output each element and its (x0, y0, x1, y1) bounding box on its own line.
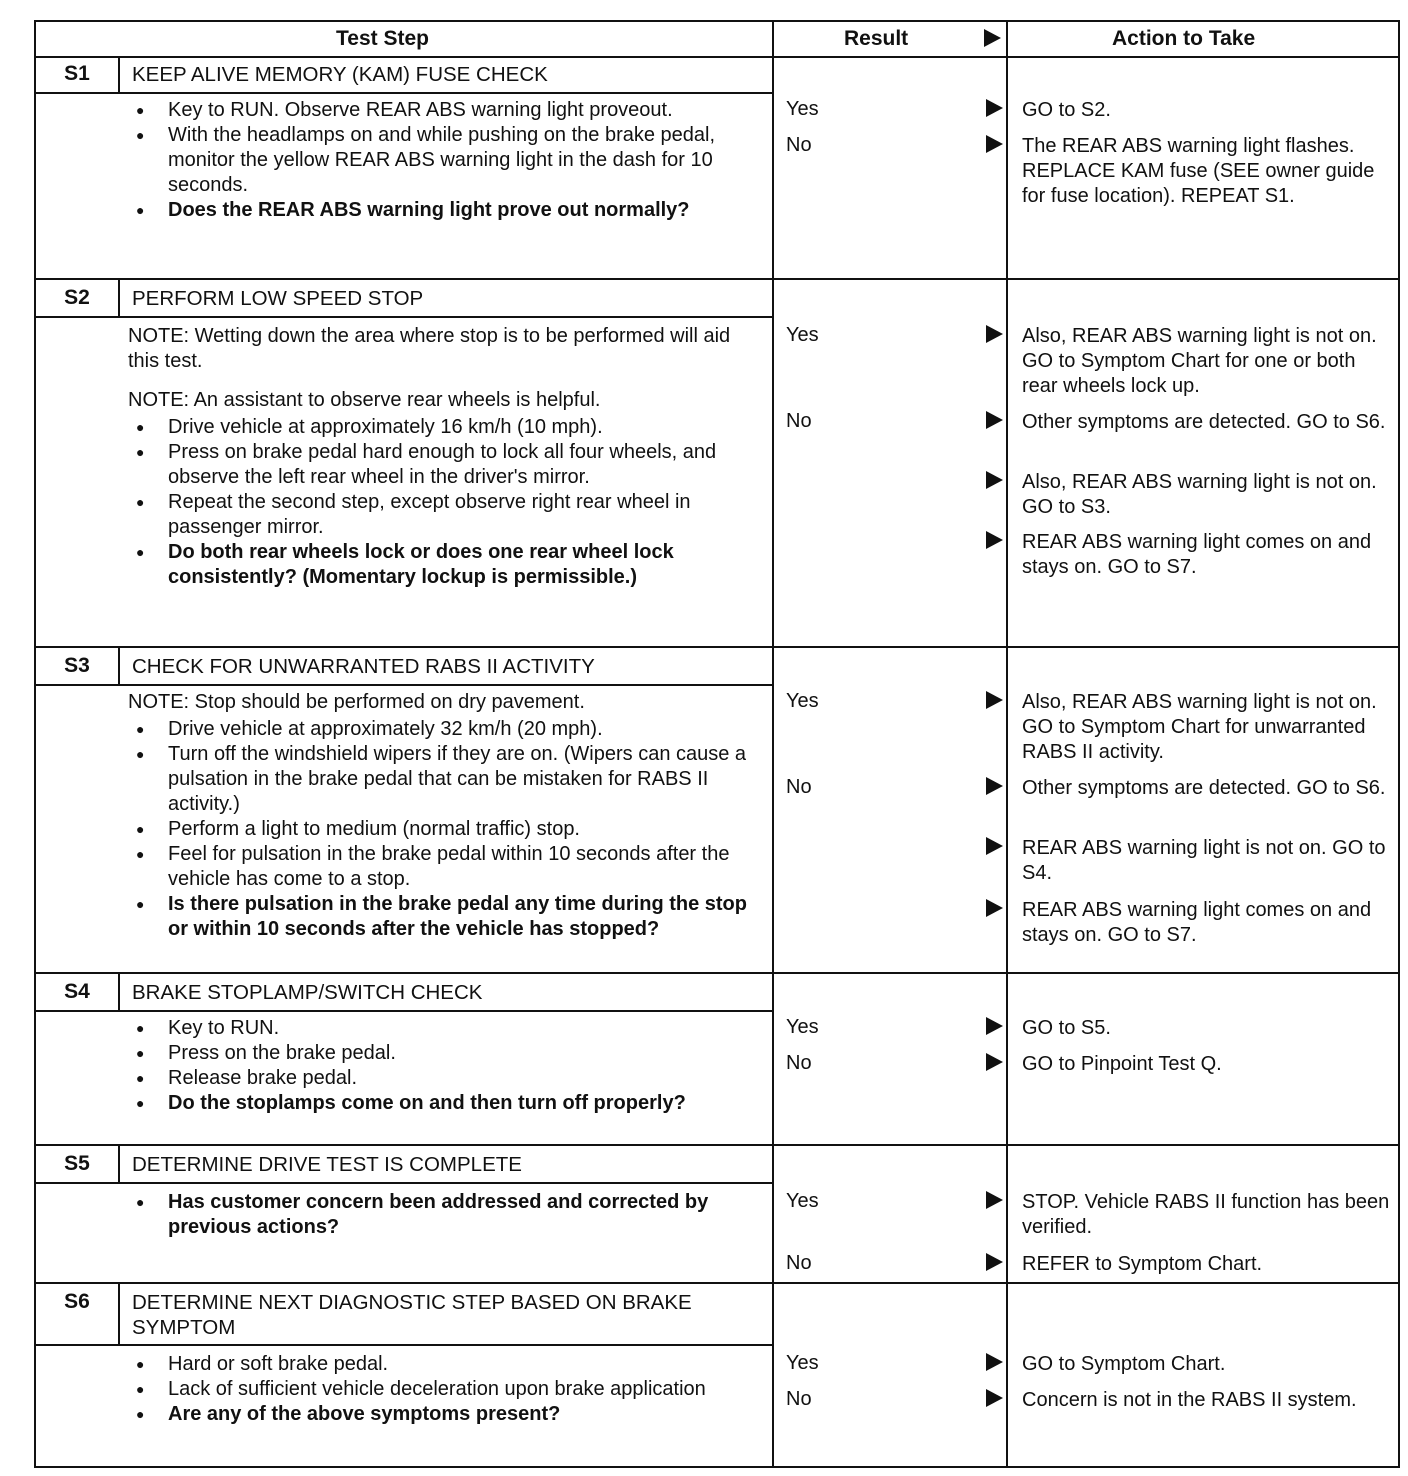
list-item: ● Repeat the second step, except observe right rear wheel in passenger mirror. (128, 490, 748, 540)
arrow-icon (984, 324, 1004, 344)
list-item: ● Key to RUN. (128, 1016, 748, 1041)
list-item-question: ● Are any of the above symptoms present? (128, 1402, 748, 1427)
arrow-icon (984, 1016, 1004, 1036)
step-body (128, 324, 748, 590)
step-id: S5 (36, 1146, 120, 1182)
action-text: Also, REAR ABS warning light is not on. GO to S3. (1022, 471, 1377, 518)
step-title: DETERMINE DRIVE TEST IS COMPLETE (132, 1153, 522, 1176)
table-header (36, 22, 1398, 58)
action-text: REFER to Symptom Chart. (1022, 1253, 1263, 1275)
header-test-step: Test Step (336, 27, 429, 50)
action-text: REAR ABS warning light comes on and stays on. GO to S7. (1022, 531, 1372, 578)
note-text: NOTE: An assistant to observe rear wheels is helpful. (128, 389, 601, 411)
step-id: S4 (36, 974, 120, 1010)
list-item: ● Drive vehicle at approximately 16 km/h (10 mph). (128, 415, 748, 440)
action-text: GO to S5. (1022, 1017, 1111, 1039)
action-text: The REAR ABS warning light flashes. REPLACE KAM fuse (SEE owner guide for fuse location). REPEAT S1. (1022, 135, 1375, 207)
action-text: STOP. Vehicle RABS II function has been verified. (1022, 1191, 1390, 1238)
action-text: Concern is not in the RABS II system. (1022, 1389, 1357, 1411)
list-item-question: ● Do the stoplamps come on and then turn off properly? (128, 1091, 748, 1116)
arrow-icon (984, 134, 1004, 154)
step-body (128, 1190, 748, 1240)
arrow-icon (984, 1388, 1004, 1408)
action-text: REAR ABS warning light comes on and stays on. GO to S7. (1022, 899, 1372, 946)
step-body (128, 1016, 748, 1116)
result-yes: Yes (786, 98, 819, 120)
step-section-s1 (36, 56, 1398, 280)
list-item: ● Perform a light to medium (normal traffic) stop. (128, 817, 748, 842)
arrow-icon (984, 410, 1004, 430)
step-titlebar (36, 648, 772, 686)
arrow-icon (984, 776, 1004, 796)
result-no: No (786, 134, 812, 156)
list-item: ● Hard or soft brake pedal. (128, 1352, 748, 1377)
note-text: NOTE: Stop should be performed on dry pavement. (128, 691, 585, 713)
step-section-s2 (36, 280, 1398, 648)
header-result: Result (844, 27, 909, 50)
step-title: BRAKE STOPLAMP/SWITCH CHECK (132, 981, 483, 1004)
step-section-s4 (36, 974, 1398, 1146)
list-item: ● With the headlamps on and while pushing on the brake pedal, monitor the yellow REAR ABS warning light in the dash for 10 seconds. (128, 123, 748, 198)
action-text: Also, REAR ABS warning light is not on. GO to Symptom Chart for unwarranted RABS II activity. (1022, 691, 1377, 763)
step-title: CHECK FOR UNWARRANTED RABS II ACTIVITY (132, 655, 595, 678)
step-body (128, 98, 748, 223)
list-item: ● Feel for pulsation in the brake pedal within 10 seconds after the vehicle has come to a stop. (128, 842, 748, 892)
step-id: S1 (36, 56, 120, 92)
step-section-s3 (36, 648, 1398, 974)
arrow-icon (984, 898, 1004, 918)
arrow-icon (984, 1190, 1004, 1210)
arrow-icon (984, 690, 1004, 710)
step-titlebar (36, 974, 772, 1012)
result-no: No (786, 1252, 812, 1274)
result-no: No (786, 1052, 812, 1074)
action-text: Other symptoms are detected. GO to S6. (1022, 411, 1386, 433)
step-id: S6 (36, 1284, 120, 1344)
action-text: GO to Symptom Chart. (1022, 1353, 1226, 1375)
step-titlebar (36, 1146, 772, 1184)
arrow-icon (984, 530, 1004, 550)
action-text: GO to Pinpoint Test Q. (1022, 1053, 1222, 1075)
step-titlebar (36, 56, 772, 94)
result-yes: Yes (786, 1016, 819, 1038)
note-text: NOTE: Wetting down the area where stop is to be performed will aid this test. (128, 325, 731, 372)
step-title: PERFORM LOW SPEED STOP (132, 287, 424, 310)
result-no: No (786, 776, 812, 798)
arrow-icon (984, 470, 1004, 490)
list-item-question: ● Has customer concern been addressed and corrected by previous actions? (128, 1190, 748, 1240)
step-titlebar (36, 280, 772, 318)
list-item: ● Lack of sufficient vehicle deceleration upon brake application (128, 1377, 748, 1402)
step-id: S2 (36, 280, 120, 316)
step-section-s6 (36, 1284, 1398, 1468)
step-titlebar (36, 1284, 772, 1346)
action-text: REAR ABS warning light is not on. GO to S4. (1022, 837, 1386, 884)
list-item: ● Key to RUN. Observe REAR ABS warning light proveout. (128, 98, 748, 123)
list-item: ● Drive vehicle at approximately 32 km/h (20 mph). (128, 717, 748, 742)
arrow-icon (984, 836, 1004, 856)
result-yes: Yes (786, 690, 819, 712)
action-text: GO to S2. (1022, 99, 1111, 121)
list-item: ● Press on the brake pedal. (128, 1041, 748, 1066)
arrow-icon (984, 1352, 1004, 1372)
step-id: S3 (36, 648, 120, 684)
action-text: Also, REAR ABS warning light is not on. GO to Symptom Chart for one or both rear wheels lock up. (1022, 325, 1377, 397)
list-item-question: ● Does the REAR ABS warning light prove out normally? (128, 198, 748, 223)
result-yes: Yes (786, 324, 819, 346)
arrow-icon (984, 1252, 1004, 1272)
diagnostic-table (34, 20, 1400, 1468)
result-no: No (786, 1388, 812, 1410)
action-text: Other symptoms are detected. GO to S6. (1022, 777, 1386, 799)
list-item-question: ● Do both rear wheels lock or does one rear wheel lock consistently? (Momentary lockup is permissible.) (128, 540, 748, 590)
step-title: DETERMINE NEXT DIAGNOSTIC STEP BASED ON BRAKE SYMPTOM (132, 1291, 692, 1339)
list-item: ● Release brake pedal. (128, 1066, 748, 1091)
result-yes: Yes (786, 1352, 819, 1374)
result-yes: Yes (786, 1190, 819, 1212)
step-section-s5 (36, 1146, 1398, 1284)
step-body (128, 1352, 748, 1427)
arrow-icon (982, 28, 1002, 48)
list-item-question: ● Is there pulsation in the brake pedal any time during the stop or within 10 seconds after the vehicle has stopped? (128, 892, 748, 942)
arrow-icon (984, 1052, 1004, 1072)
list-item: ● Press on brake pedal hard enough to lock all four wheels, and observe the left rear wheel in the driver's mirror. (128, 440, 748, 490)
result-no: No (786, 410, 812, 432)
list-item: ● Turn off the windshield wipers if they are on. (Wipers can cause a pulsation in the brake pedal that can be mistaken for RABS II activity.) (128, 742, 748, 817)
step-body (128, 690, 748, 942)
header-action: Action to Take (1112, 27, 1256, 50)
step-title: KEEP ALIVE MEMORY (KAM) FUSE CHECK (132, 63, 548, 86)
arrow-icon (984, 98, 1004, 118)
